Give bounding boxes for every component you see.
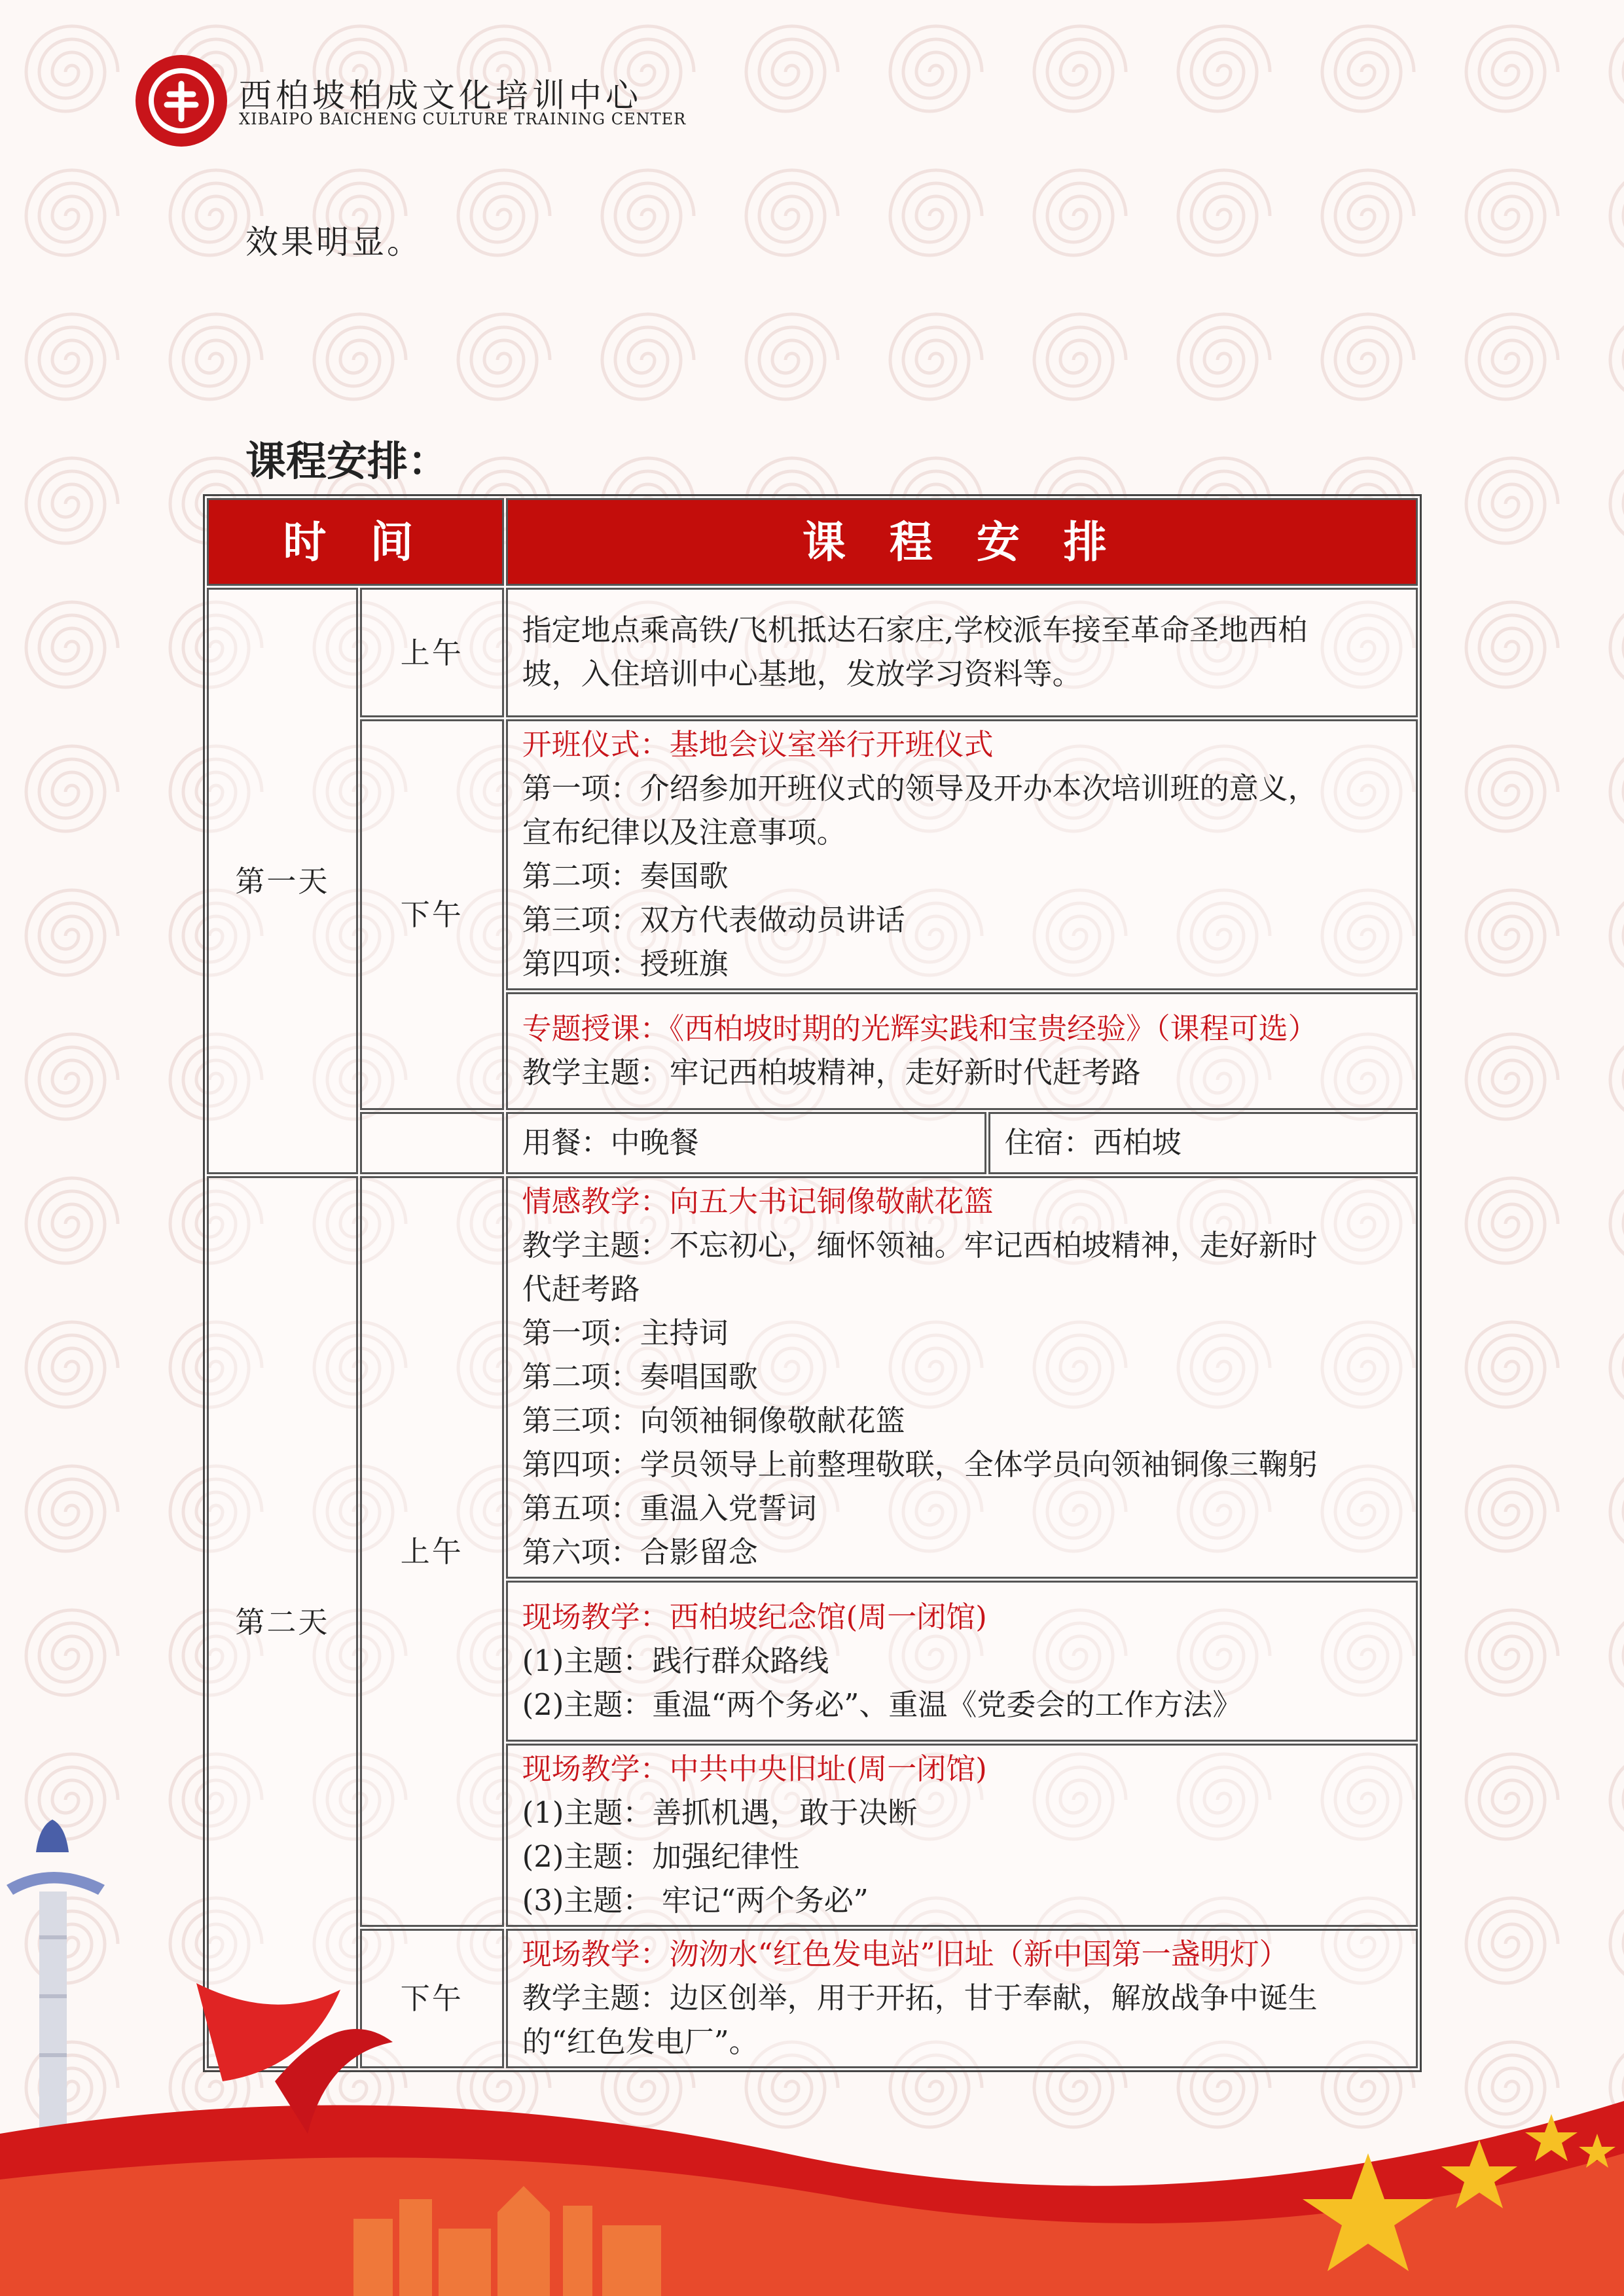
day1-afternoon-spacer <box>360 1112 504 1174</box>
text-line: 第三项：向领袖铜像敬献花篮 <box>522 1403 905 1438</box>
org-name-en: XIBAIPO BAICHENG CULTURE TRAINING CENTER <box>239 110 687 128</box>
text-line: (2)主题：加强纪律性 <box>522 1839 800 1874</box>
training-center-seal-icon <box>134 54 229 149</box>
day1-label: 第一天 <box>207 588 358 1174</box>
header-course: 课 程 安 排 <box>506 498 1418 586</box>
day1-afternoon-label: 下午 <box>360 719 504 1110</box>
text-line: 第六项：合影留念 <box>522 1535 758 1570</box>
text-line: 教学主题：牢记西柏坡精神，走好新时代赶考路 <box>522 1055 1141 1090</box>
text-line: 坡，入住培训中心基地，发放学习资料等。 <box>522 656 1082 691</box>
text-line: 第一项：介绍参加开班仪式的领导及开办本次培训班的意义， <box>522 771 1318 806</box>
text-line: 第一项：主持词 <box>522 1316 729 1350</box>
table-row <box>207 719 1418 990</box>
ceremony-title: 开班仪式：基地会议室举行开班仪式 <box>522 727 994 762</box>
table-row <box>207 1176 1418 1579</box>
meals-cell: 用餐：中晚餐 <box>506 1112 986 1174</box>
day1-ceremony-cell <box>506 719 1418 990</box>
text-line: 教学主题：不忘初心，缅怀领袖。牢记西柏坡精神，走好新时 <box>522 1228 1318 1263</box>
day2-oldsite-cell <box>506 1744 1418 1927</box>
text-line: 第四项：授班旗 <box>522 946 729 981</box>
lodging-cell: 住宿：西柏坡 <box>988 1112 1418 1174</box>
text-line: 第二项：奏国歌 <box>522 859 729 893</box>
day2-afternoon-label: 下午 <box>360 1929 504 2068</box>
text-line: 第三项：双方代表做动员讲话 <box>522 903 905 937</box>
memorial-title: 现场教学：西柏坡纪念馆(周一闭馆) <box>522 1599 987 1634</box>
text-line: (2)主题：重温“两个务必”、重温《党委会的工作方法》 <box>522 1687 1242 1722</box>
lecture-title: 专题授课：《西柏坡时期的光辉实践和宝贵经验》（课程可选） <box>522 1011 1318 1046</box>
tribute-title: 情感教学：向五大书记铜像敬献花篮 <box>522 1184 994 1219</box>
oldsite-title: 现场教学：中共中央旧址(周一闭馆) <box>522 1751 987 1786</box>
intro-text: 效果明显。 <box>245 223 422 261</box>
day1-morning-label: 上午 <box>360 588 504 717</box>
day2-memorial-cell <box>506 1581 1418 1742</box>
day2-morning-label: 上午 <box>360 1176 504 1927</box>
table-row <box>207 588 1418 717</box>
day2-tribute-cell <box>506 1176 1418 1579</box>
text-line: (1)主题：践行群众路线 <box>522 1643 829 1678</box>
schedule-table <box>203 494 1422 2072</box>
bottom-decoration <box>0 1937 1624 2296</box>
text-line: 第五项：重温入党誓词 <box>522 1491 817 1526</box>
section-title: 课程安排： <box>245 437 449 485</box>
org-name-cn: 西柏坡柏成文化培训中心 <box>239 77 642 115</box>
text-line: 教学主题：边区创举，用于开拓，甘于奉献，解放战争中诞生 <box>522 1981 1318 2015</box>
text-line: 第四项：学员领导上前整理敬联，全体学员向领袖铜像三鞠躬 <box>522 1447 1318 1482</box>
text-line: (1)主题：善抓机遇，敢于决断 <box>522 1795 918 1830</box>
text-line: 的“红色发电厂”。 <box>522 2024 759 2059</box>
power-title: 现场教学：沕沕水“红色发电站”旧址（新中国第一盏明灯） <box>522 1937 1289 1971</box>
day1-lecture-cell <box>506 992 1418 1110</box>
table-row <box>207 1112 1418 1174</box>
text-line: 指定地点乘高铁/飞机抵达石家庄,学校派车接至革命圣地西柏 <box>522 613 1308 647</box>
table-header-row <box>207 498 1418 586</box>
text-line: 宣布纪律以及注意事项。 <box>522 815 846 850</box>
day2-label: 第二天 <box>207 1176 358 2068</box>
header-time: 时 间 <box>207 498 504 586</box>
text-line: 第二项：奏唱国歌 <box>522 1359 758 1394</box>
day1-morning-cell <box>506 588 1418 717</box>
text-line: 代赶考路 <box>522 1272 640 1306</box>
text-line: (3)主题： 牢记“两个务必” <box>522 1883 869 1918</box>
